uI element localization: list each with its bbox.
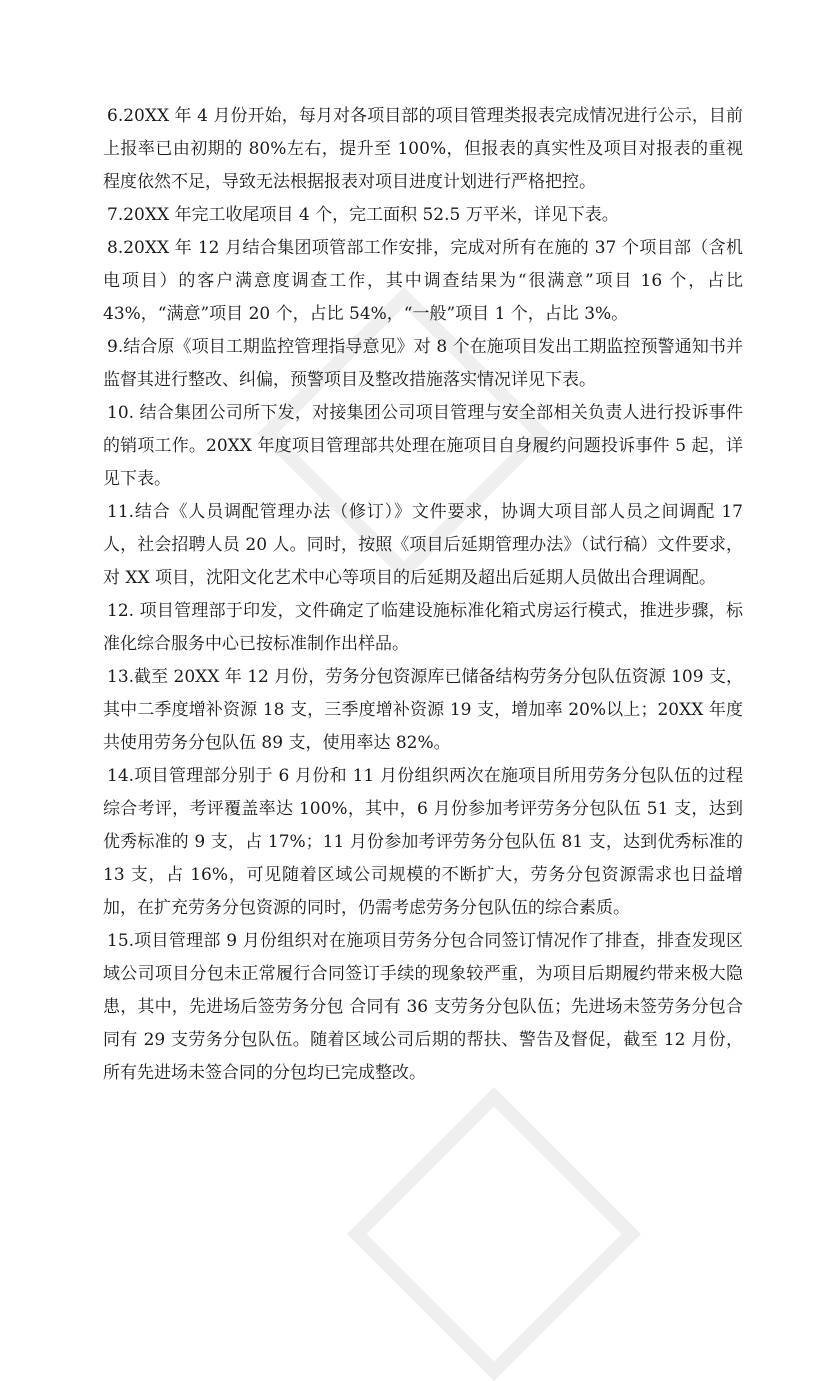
paragraph-9: 9.结合原《项目工期监控管理指导意见》对 8 个在施项目发出工期监控预警通知书并监督其进行整改、纠偏，预警项目及整改措施落实情况详见下表。	[103, 337, 743, 390]
paragraph-6: 6.20XX 年 4 月份开始，每月对各项目部的项目管理类报表完成情况进行公示，目前上报率已由初期的 80%左右，提升至 100%，但报表的真实性及项目对报表的重视程度依然不足，导致无法根据报表对项目进度计划进行严格把控。	[103, 106, 743, 192]
paragraph-12: 12. 项目管理部于印发，文件确定了临建设施标准化箱式房运行模式，推进步骤，标准化综合服务中心已按标准制作出样品。	[103, 601, 743, 654]
paragraph-10: 10. 结合集团公司所下发，对接集团公司项目管理与安全部相关负责人进行投诉事件的销项工作。20XX 年度项目管理部共处理在施项目自身履约问题投诉事件 5 起，详见下表。	[103, 403, 743, 489]
paragraph-15: 15.项目管理部 9 月份组织对在施项目劳务分包合同签订情况作了排查，排查发现区域公司项目分包未正常履行合同签订手续的现象较严重，为项目后期履约带来极大隐患，其中，先进场后签劳务分包 合同有 36 支劳务分包队伍；先进场未签劳务分包合同有 29 支劳务分包队伍。随着区域公司后期的帮扶、警告及督促，截至 12 月份，所有先进场未签合同的分包均已完成整改。	[103, 931, 743, 1083]
paragraph-8: 8.20XX 年 12 月结合集团项管部工作安排，完成对所有在施的 37 个项目部（含机电项目）的客户满意度调查工作，其中调查结果为“很满意”项目 16 个，占比 43%，“满意”项目 20 个，占比 54%，“一般”项目 1 个，占比 3%。	[103, 238, 743, 324]
document-body	[103, 100, 743, 1090]
paragraph-14: 14.项目管理部分别于 6 月份和 11 月份组织两次在施项目所用劳务分包队伍的过程综合考评，考评覆盖率达 100%，其中，6 月份参加考评劳务分包队伍 51 支，达到优秀标准的 9 支，占 17%；11 月份参加考评劳务分包队伍 81 支，达到优秀标准的 13 支，占 16%，可见随着区域公司规模的不断扩大，劳务分包资源需求也日益增加，在扩充劳务分包资源的同时，仍需考虑劳务分包队伍的综合素质。	[103, 766, 743, 918]
paragraph-11: 11.结合《人员调配管理办法（修订）》文件要求，协调大项目部人员之间调配 17 人，社会招聘人员 20 人。同时，按照《项目后延期管理办法》（试行稿）文件要求，对 XX 项目，沈阳文化艺术中心等项目的后延期及超出后延期人员做出合理调配。	[103, 502, 743, 588]
diamond-logo-watermark-icon	[347, 1087, 641, 1381]
paragraph-7: 7.20XX 年完工收尾项目 4 个，完工面积 52.5 万平米，详见下表。	[107, 205, 619, 225]
paragraph-13: 13.截至 20XX 年 12 月份，劳务分包资源库已储备结构劳务分包队伍资源 109 支，其中二季度增补资源 18 支，三季度增补资源 19 支，增加率 20%以上；20XX 年度共使用劳务分包队伍 89 支，使用率达 82%。	[103, 667, 743, 753]
